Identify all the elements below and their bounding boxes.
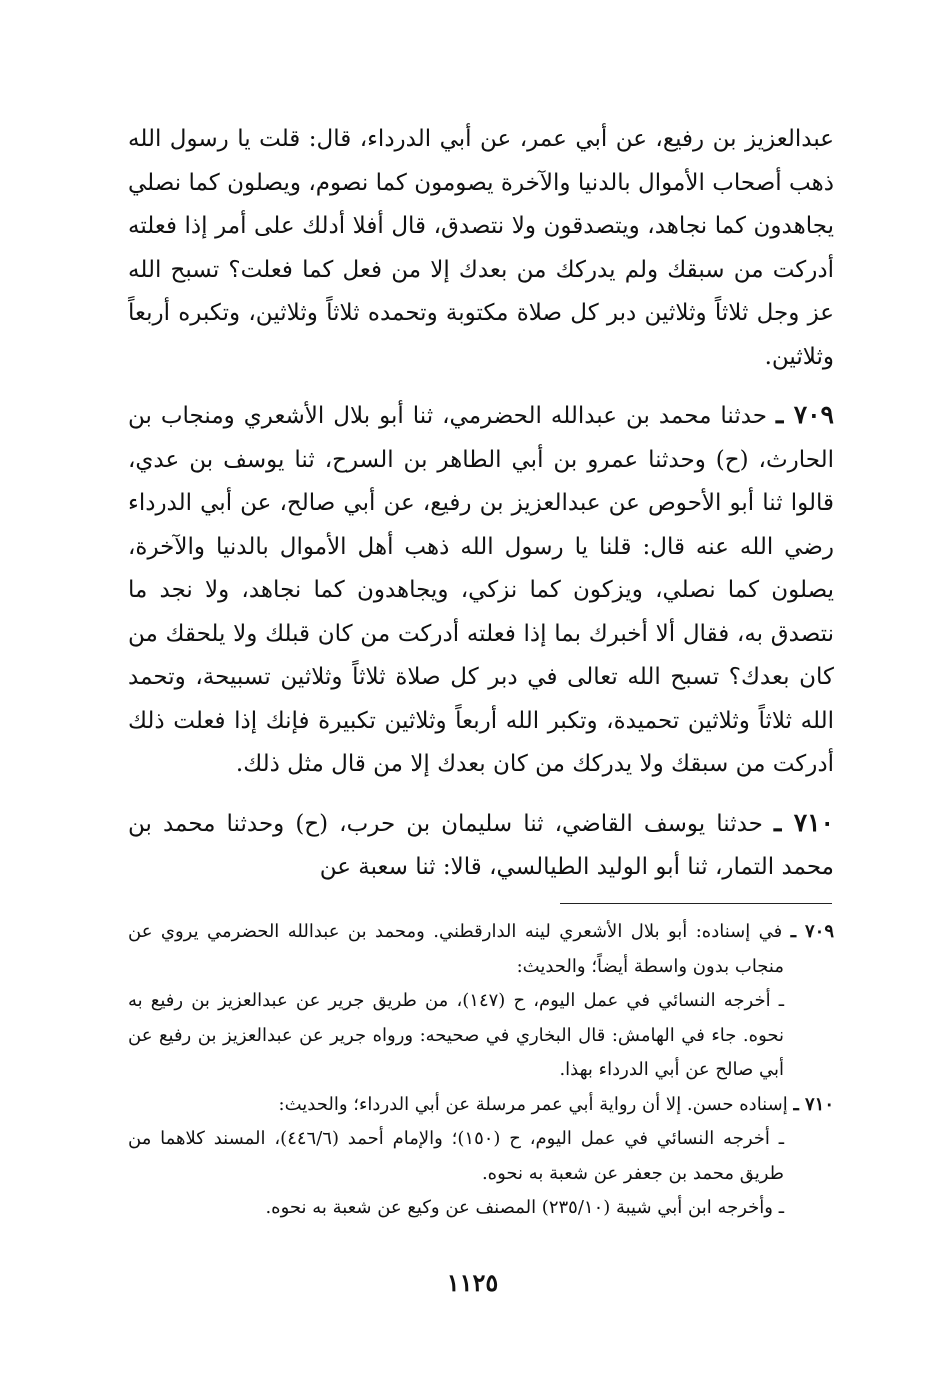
footnote-divider [560,903,832,904]
hadith-709 [128,393,834,787]
hadith-709-text: حدثنا محمد بن عبدالله الحضرمي، ثنا أبو بلال الأشعري ومنجاب بن الحارث، (ح) وحدثنا عمرو بن أبي الطاهر بن السرح، ثنا يوسف بن عدي، قالوا ثنا أبو الأحوص عن عبدالعزيز بن رفيع، عن أبي صالح، عن أبي الدرداء رضي الله عنه قال: قلنا يا رسول الله ذهب أهل الأموال بالدنيا والآخرة، يصلون كما نصلي، ويزكون كما نزكي، ويجاهدون كما نجاهد، ولا نجد ما نتصدق به، فقال ألا أخبرك بما إذا فعلته أدركت من كان قبلك ولا يلحقك من كان بعدك؟ تسبح الله تعالى في دبر كل صلاة ثلاثاً وثلاثين تسبيحة، وتحمد الله ثلاثاً وثلاثين تحميدة، وتكبر الله أربعاً وثلاثين تكبيرة فإنك إذا فعلت ذلك أدركت من سبقك ولا يدركك من كان بعدك إلا من قال مثل ذلك. [128,403,834,777]
page-number: ١١٢٥ [446,1268,499,1297]
hadith-710-number: ٧١٠ ـ [773,807,834,837]
hadith-710 [128,801,834,890]
footnote-709-number: ٧٠٩ ـ [790,921,834,942]
hadith-709-number: ٧٠٩ ـ [776,400,834,429]
footnote-710-item-1: ـ أخرجه النسائي في عمل اليوم، ح (١٥٠)؛ والإمام أحمد (٤٤٦/٦)، المسند كلاهما من طريق محمد بن جعفر عن شعبة به نحوه. [128,1128,784,1184]
footnote-709 [128,915,834,984]
footnote-710-number: ٧١٠ ـ [793,1093,834,1115]
footnote-709-item-1: ـ أخرجه النسائي في عمل اليوم، ح (١٤٧)، من طريق جرير عن عبدالعزيز بن رفيع به نحوه. جاء في الهامش: قال البخاري في صحيحه: ورواه جرير عن عبدالعزيز بن رفيع عن أبي صالح عن أبي الدرداء بهذا. [128,990,784,1080]
footnote-710-item-2: ـ وأخرجه ابن أبي شيبة (٢٣٥/١٠) المصنف عن وكيع عن شعبة به نحوه. [265,1197,784,1218]
footnote-709-text: في إسناده: أبو بلال الأشعري لينه الدارقطني. ومحمد بن عبدالله الحضرمي يروي عن منجاب بدون واسطة أيضاً؛ والحديث: [128,921,784,977]
main-text [128,118,834,890]
footnotes [128,915,834,1226]
paragraph-intro [128,118,834,379]
footnote-710-text: إسناده حسن. إلا أن رواية أبي عمر مرسلة عن أبي الدرداء؛ والحديث: [278,1093,788,1115]
footnote-710 [128,1088,834,1123]
hadith-710-text: حدثنا يوسف القاضي، ثنا سليمان بن حرب، (ح) وحدثنا محمد بن محمد التمار، ثنا أبو الوليد الطيالسي، قالا: ثنا سعبة عن [128,810,834,880]
paragraph-intro-text: عبدالعزيز بن رفيع، عن أبي عمر، عن أبي الدرداء، قال: قلت يا رسول الله ذهب أصحاب الأموال بالدنيا والآخرة يصومون كما نصوم، ويصلون كما نصلي يجاهدون كما نجاهد، ويتصدقون ولا نتصدق، قال أفلا أدلك على أمر إذا فعلته أدركت من سبقك ولم يدركك من بعدك إلا من فعل كما فعلت؟ تسبح الله عز وجل ثلاثاً وثلاثين دبر كل صلاة مكتوبة وتحمده ثلاثاً وثلاثين، وتكبره أربعاً وثلاثين. [128,126,834,370]
